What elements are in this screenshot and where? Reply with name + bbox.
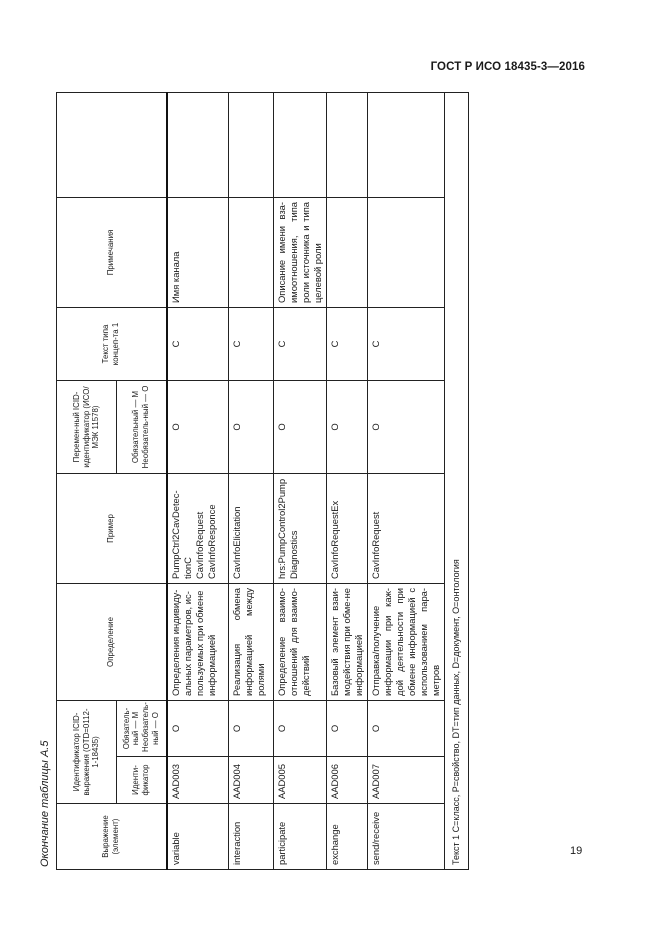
cell-empty <box>229 92 274 197</box>
cell-example: PumpCtrl2CavDetec-tionC CavInfoRequest CavInfoResponce <box>167 473 229 583</box>
cell-definition: Базовый элемент взаи-модействия при обме-не информацией <box>327 583 368 700</box>
header-variable-obligation: Обязательный — М Необязатель-ный — О <box>117 380 167 473</box>
cell-variable-obligation: O <box>229 380 274 473</box>
cell-variable-obligation: O <box>368 380 445 473</box>
cell-obligation: O <box>274 700 327 756</box>
cell-notes <box>368 197 445 307</box>
cell-empty <box>167 92 229 197</box>
cell-notes <box>229 197 274 307</box>
cell-definition: Отправка/получение информации при каж-дой деятельности при обмене информацией с использованием пара-метров <box>368 583 445 700</box>
cell-definition: Определение взаимо-отношений для взаимо-действий <box>274 583 327 700</box>
table-caption: Окончание таблицы А.5 <box>39 740 51 867</box>
cell-identifier: AAD004 <box>229 757 274 804</box>
header-obligation: Обязатель-ный — М Необязатель-ный — О <box>117 700 167 756</box>
cell-expression: exchange <box>327 804 368 870</box>
cell-example: CavInfoElicitation <box>229 473 274 583</box>
cell-text-type: C <box>274 307 327 380</box>
header-identifier-group: Идентификатор ICID-выражения (OTD=0112-1-18435) <box>57 700 117 803</box>
header-text-type: Текст типа концеп-та 1 <box>57 307 167 380</box>
cell-expression: interaction <box>229 804 274 870</box>
table-row <box>274 92 327 869</box>
cell-example: hrs:PumpControl2Pump Diagnostics <box>274 473 327 583</box>
cell-identifier: AAD007 <box>368 757 445 804</box>
cell-text-type: C <box>327 307 368 380</box>
cell-obligation: O <box>167 700 229 756</box>
table-row <box>229 92 274 869</box>
cell-expression: variable <box>167 804 229 870</box>
data-table <box>56 92 469 870</box>
header-identifier: Иденти-фикатор <box>117 757 167 804</box>
header-definition: Определение <box>57 583 167 700</box>
cell-variable-obligation: O <box>167 380 229 473</box>
cell-variable-obligation: O <box>327 380 368 473</box>
cell-example: CavInfoRequest <box>368 473 445 583</box>
cell-text-type: C <box>368 307 445 380</box>
cell-text-type: C <box>167 307 229 380</box>
cell-empty <box>327 92 368 197</box>
cell-empty <box>274 92 327 197</box>
cell-text-type: C <box>229 307 274 380</box>
cell-obligation: O <box>327 700 368 756</box>
header-variable-id: Перемен-ный ICID-идентификатор (ИСО/МЭК 11578) <box>57 380 117 473</box>
table-row <box>167 92 229 869</box>
header-notes: Примечания <box>57 197 167 307</box>
cell-example: CavInfoRequestEx <box>327 473 368 583</box>
header-expression: Выражение (элемент) <box>57 804 167 870</box>
header-example: Пример <box>57 473 167 583</box>
table-row <box>327 92 368 869</box>
cell-empty <box>368 92 445 197</box>
cell-notes: Описание имени вза-имоотношения, типа роли источника и типа целевой роли <box>274 197 327 307</box>
cell-obligation: O <box>368 700 445 756</box>
header-empty <box>57 92 167 197</box>
cell-notes: Имя канала <box>167 197 229 307</box>
cell-identifier: AAD006 <box>327 757 368 804</box>
table-footnote: Текст 1 C=класс, P=свойство, DT=тип данных, D=документ, O=онтология <box>445 92 469 869</box>
document-code: ГОСТ Р ИСО 18435-3—2016 <box>430 61 585 73</box>
cell-identifier: AAD003 <box>167 757 229 804</box>
cell-expression: send/receive <box>368 804 445 870</box>
table-row <box>368 92 445 869</box>
rotated-table-block <box>38 93 463 870</box>
cell-definition: Реализация обмена информацией между ролями <box>229 583 274 700</box>
cell-notes <box>327 197 368 307</box>
cell-variable-obligation: O <box>274 380 327 473</box>
page-number: 19 <box>570 845 583 857</box>
cell-identifier: AAD005 <box>274 757 327 804</box>
cell-obligation: O <box>229 700 274 756</box>
cell-definition: Определения индивиду-альных параметров, ис-пользуемых при обмене информацией <box>167 583 229 700</box>
cell-expression: participate <box>274 804 327 870</box>
